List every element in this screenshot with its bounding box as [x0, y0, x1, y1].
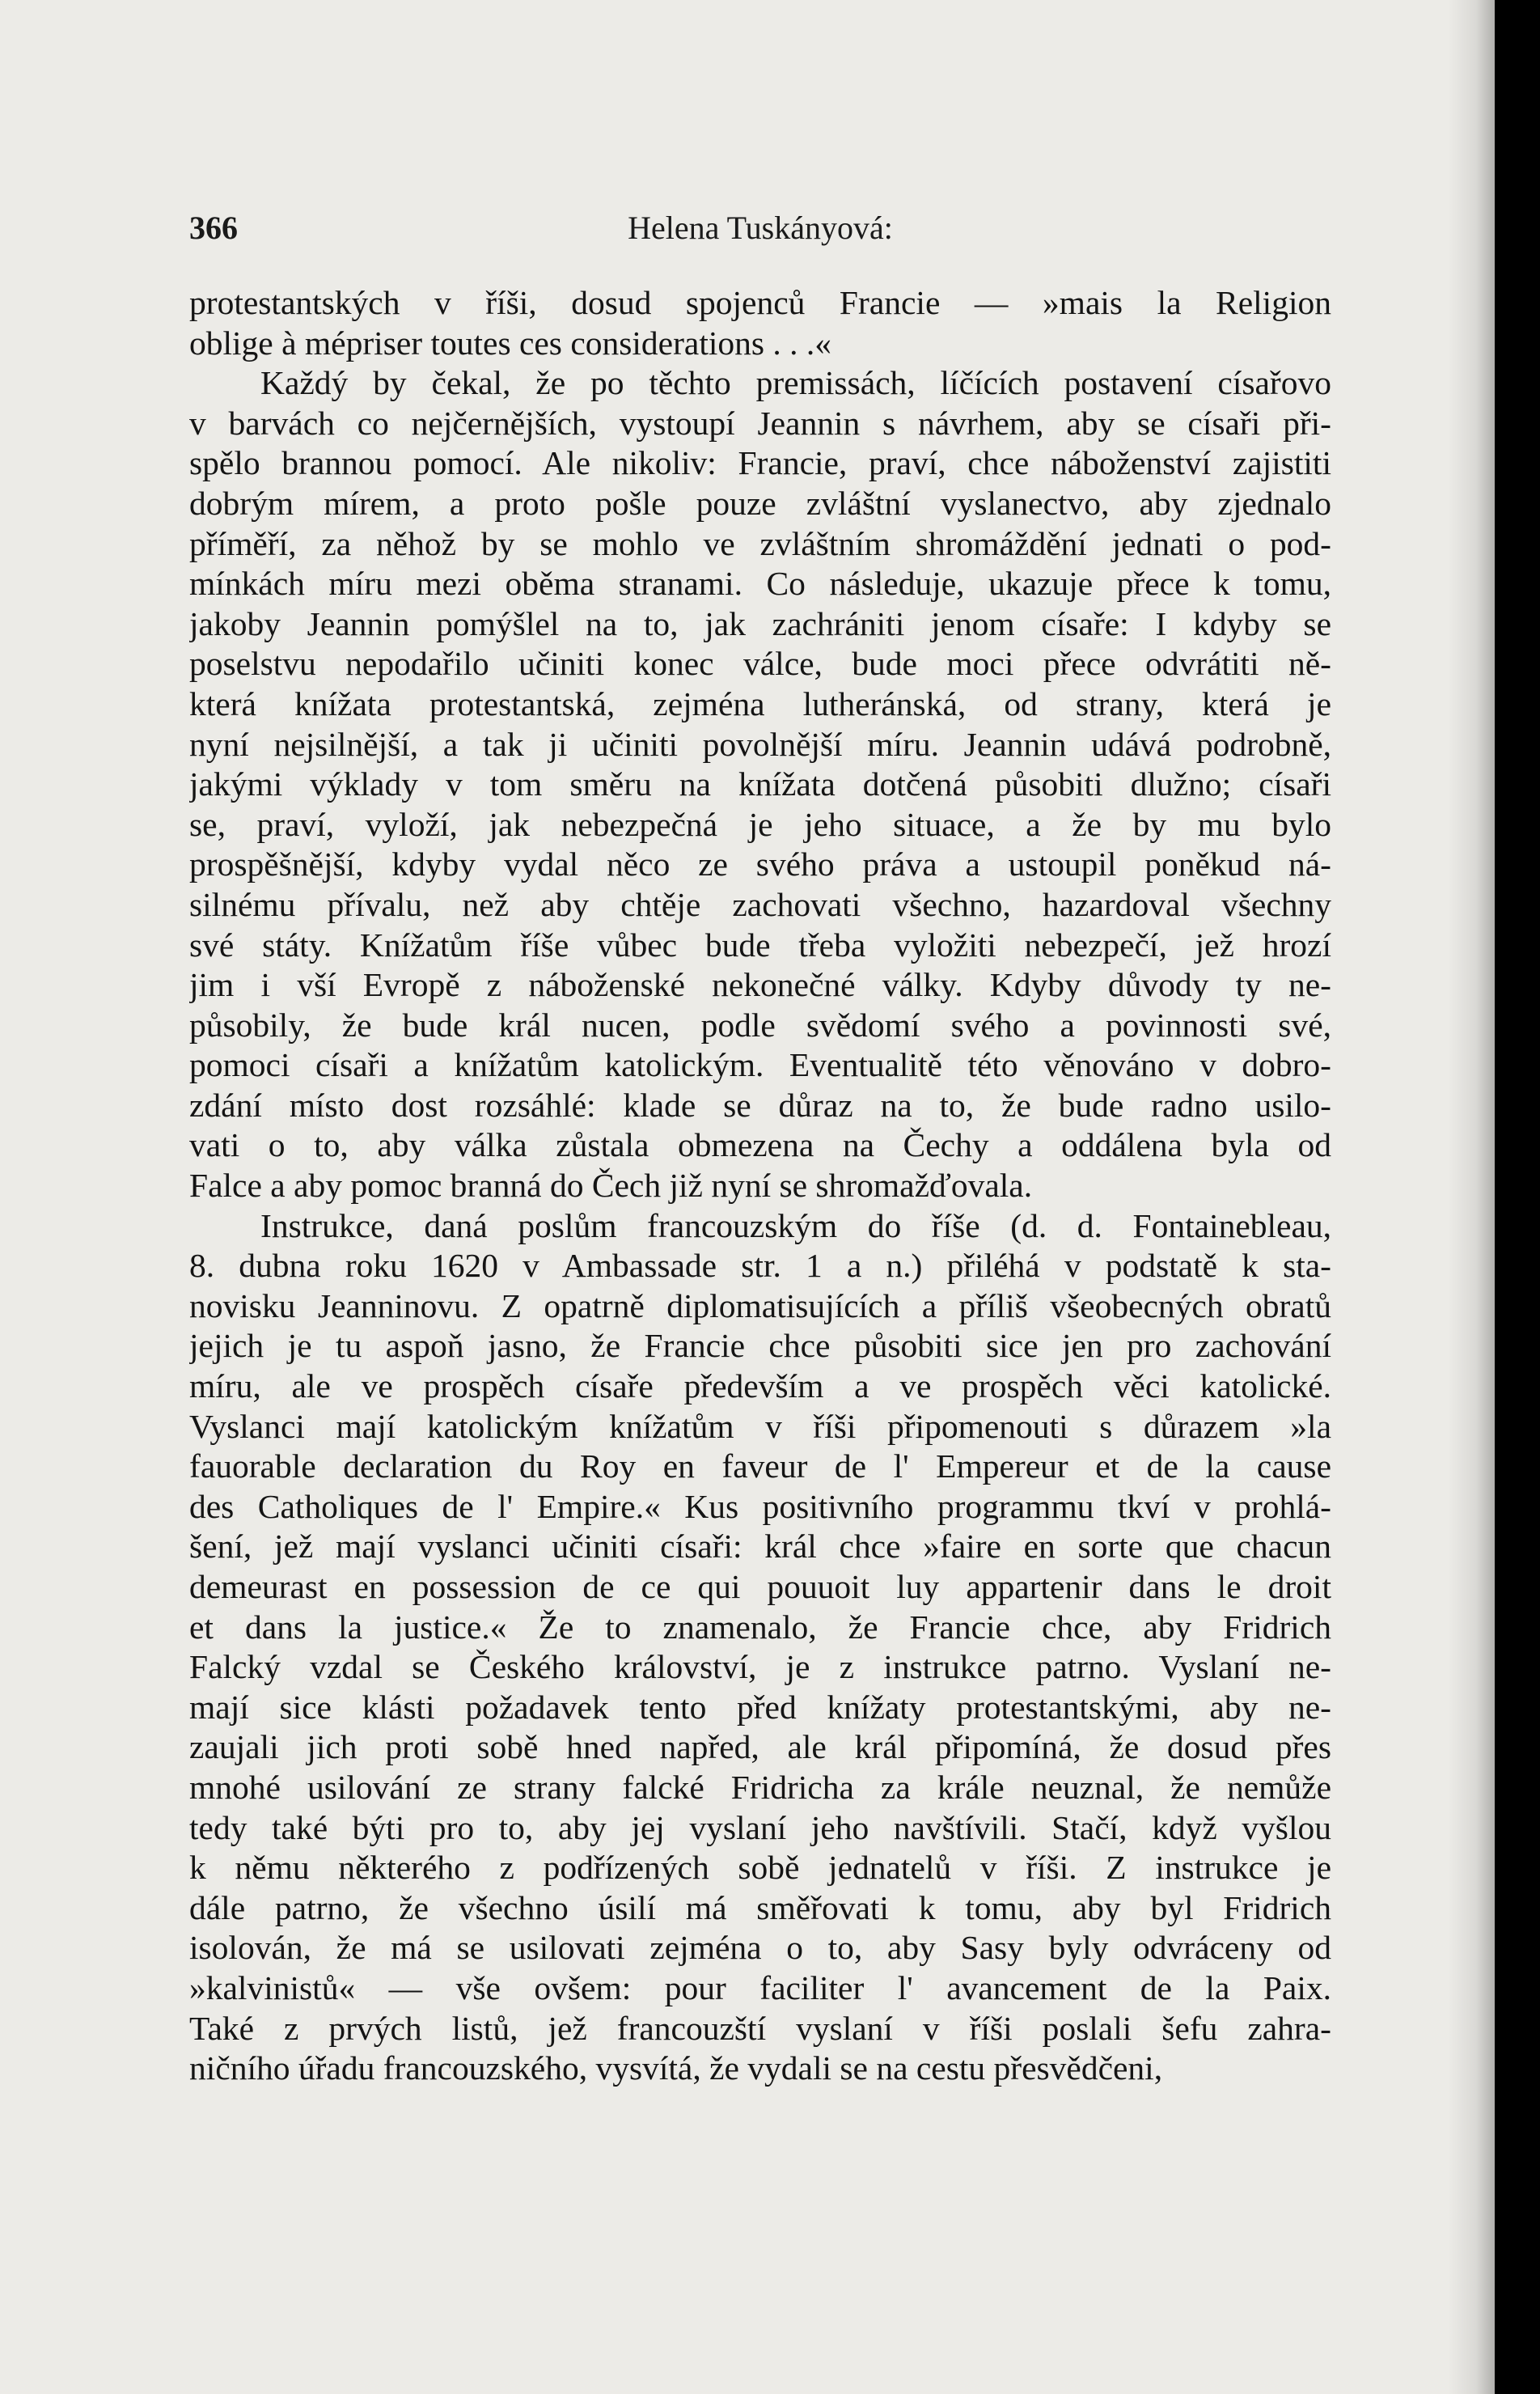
text-line: novisku Jeanninovu. Z opatrně diplomatisujících a příliš všeobecných obratů — [189, 1286, 1331, 1324]
text-line: vati o to, aby válka zůstala obmezena na Čechy a oddálena byla od — [189, 1126, 1331, 1164]
text-line: mnohé usilování ze strany falcké Fridricha za krále neuznal, že nemůže — [189, 1768, 1331, 1806]
text-line: své státy. Knížatům říše vůbec bude třeba vyložiti nebezpečí, jež hrozí — [189, 926, 1331, 964]
text-line: protestantských v říši, dosud spojenců Francie — »mais la Religion — [189, 284, 1331, 321]
text-line: dobrým mírem, a proto pošle pouze zvláštní vyslanectvo, aby zjednalo — [189, 484, 1331, 522]
text-line: působily, že bude král nucen, podle svědomí svého a povinnosti své, — [189, 1006, 1331, 1044]
page-header — [189, 209, 1331, 254]
text-line: des Catholiques de l' Empire.« Kus positivního programmu tkví v prohlá- — [189, 1487, 1331, 1525]
text-line: zdání místo dost rozsáhlé: klade se důraz na to, že bude radno usilo- — [189, 1086, 1331, 1124]
text-line: Vyslanci mají katolickým knížatům v říši připomenouti s důrazem »la — [189, 1407, 1331, 1445]
page-edge-shadow — [1448, 0, 1495, 2394]
text-line: demeurast en possession de ce qui pouuoit luy appartenir dans le droit — [189, 1568, 1331, 1605]
text-line: jim i vší Evropě z náboženské nekonečné války. Kdyby důvody ty ne- — [189, 966, 1331, 1004]
text-line: nyní nejsilnější, a tak ji učiniti povolnější míru. Jeannin udává podrobně, — [189, 725, 1331, 763]
text-line: Falcký vzdal se Českého království, je z instrukce patrno. Vyslaní ne- — [189, 1648, 1331, 1686]
text-line: v barvách co nejčernějších, vystoupí Jeannin s návrhem, aby se císaři při- — [189, 404, 1331, 442]
text-line: jakými výklady v tom směru na knížata dotčená působiti dlužno; císaři — [189, 765, 1331, 803]
text-line: míru, ale ve prospěch císaře především a ve prospěch věci katolické. — [189, 1367, 1331, 1405]
text-line: poselstvu nepodařilo učiniti konec válce, bude moci přece odvrátiti ně- — [189, 645, 1331, 683]
text-line: ničního úřadu francouzského, vysvítá, že vydali se na cestu přesvědčeni, — [189, 2049, 1163, 2087]
text-line: isolován, že má se usilovati zejména o to, aby Sasy byly odvráceny od — [189, 1929, 1331, 1967]
text-line: šení, jež mají vyslanci učiniti císaři: král chce »faire en sorte que chacun — [189, 1527, 1331, 1566]
text-line: tedy také býti pro to, aby jej vyslaní jeho navštívili. Stačí, když vyšlou — [189, 1808, 1331, 1846]
body-text — [189, 283, 1331, 2089]
text-line: dále patrno, že všechno úsilí má směřovati k tomu, aby byl Fridrich — [189, 1888, 1331, 1926]
text-line: fauorable declaration du Roy en faveur de l' Empereur et de la cause — [189, 1447, 1331, 1485]
text-line: která knížata protestantská, zejména lutheránská, od strany, která je — [189, 684, 1331, 722]
text-line: příměří, za něhož by se mohlo ve zvláštním shromáždění jednati o pod- — [189, 524, 1331, 562]
text-line: Falce a aby pomoc branná do Čech již nyní se shromažďovala. — [189, 1167, 1033, 1205]
text-line: jejich je tu aspoň jasno, že Francie chce působiti sice jen pro zachování — [189, 1327, 1331, 1365]
text-line: pomoci císaři a knížatům katolickým. Eventualitě této věnováno v dobro- — [189, 1046, 1331, 1084]
text-line: zaujali jich proti sobě hned napřed, ale král připomíná, že dosud přes — [189, 1728, 1331, 1766]
text-line: »kalvinistů« — vše ovšem: pour faciliter l' avancement de la Paix. — [189, 1968, 1331, 2006]
text-line: silnému přívalu, než aby chtěje zachovati všechno, hazardoval všechny — [189, 885, 1331, 923]
text-line: Také z prvých listů, jež francouzští vyslaní v říši poslali šefu zahra- — [189, 2009, 1331, 2047]
text-line: et dans la justice.« Že to znamenalo, že Francie chce, aby Fridrich — [189, 1608, 1331, 1646]
text-line: Každý by čekal, že po těchto premissách, líčících postavení císařovo — [260, 364, 1331, 402]
running-title: Helena Tuskányová: — [628, 210, 893, 246]
text-line: jakoby Jeannin pomýšlel na to, jak zachrániti jenom císaře: I kdyby se — [189, 604, 1331, 642]
text-line: spělo brannou pomocí. Ale nikoliv: Francie, praví, chce náboženství zajistiti — [189, 444, 1331, 482]
text-line: Instrukce, daná poslům francouzským do říše (d. d. Fontainebleau, — [260, 1206, 1331, 1244]
text-line: se, praví, vyloží, jak nebezpečná je jeho situace, a že by mu bylo — [189, 805, 1331, 843]
text-line: prospěšnější, kdyby vydal něco ze svého práva a ustoupil poněkud ná- — [189, 845, 1331, 883]
text-line: mínkách míru mezi oběma stranami. Co následuje, ukazuje přece k tomu, — [189, 565, 1331, 603]
text-line: mají sice klásti požadavek tento před knížaty protestantskými, aby ne- — [189, 1688, 1331, 1726]
page-number: 366 — [189, 210, 238, 246]
text-line: 8. dubna roku 1620 v Ambassade str. 1 a n.) přiléhá v podstatě k sta- — [189, 1247, 1331, 1285]
text-line: k němu některého z podřízených sobě jednatelů v říši. Z instrukce je — [189, 1849, 1331, 1887]
text-line: oblige à mépriser toutes ces considerations . . .« — [189, 324, 832, 362]
